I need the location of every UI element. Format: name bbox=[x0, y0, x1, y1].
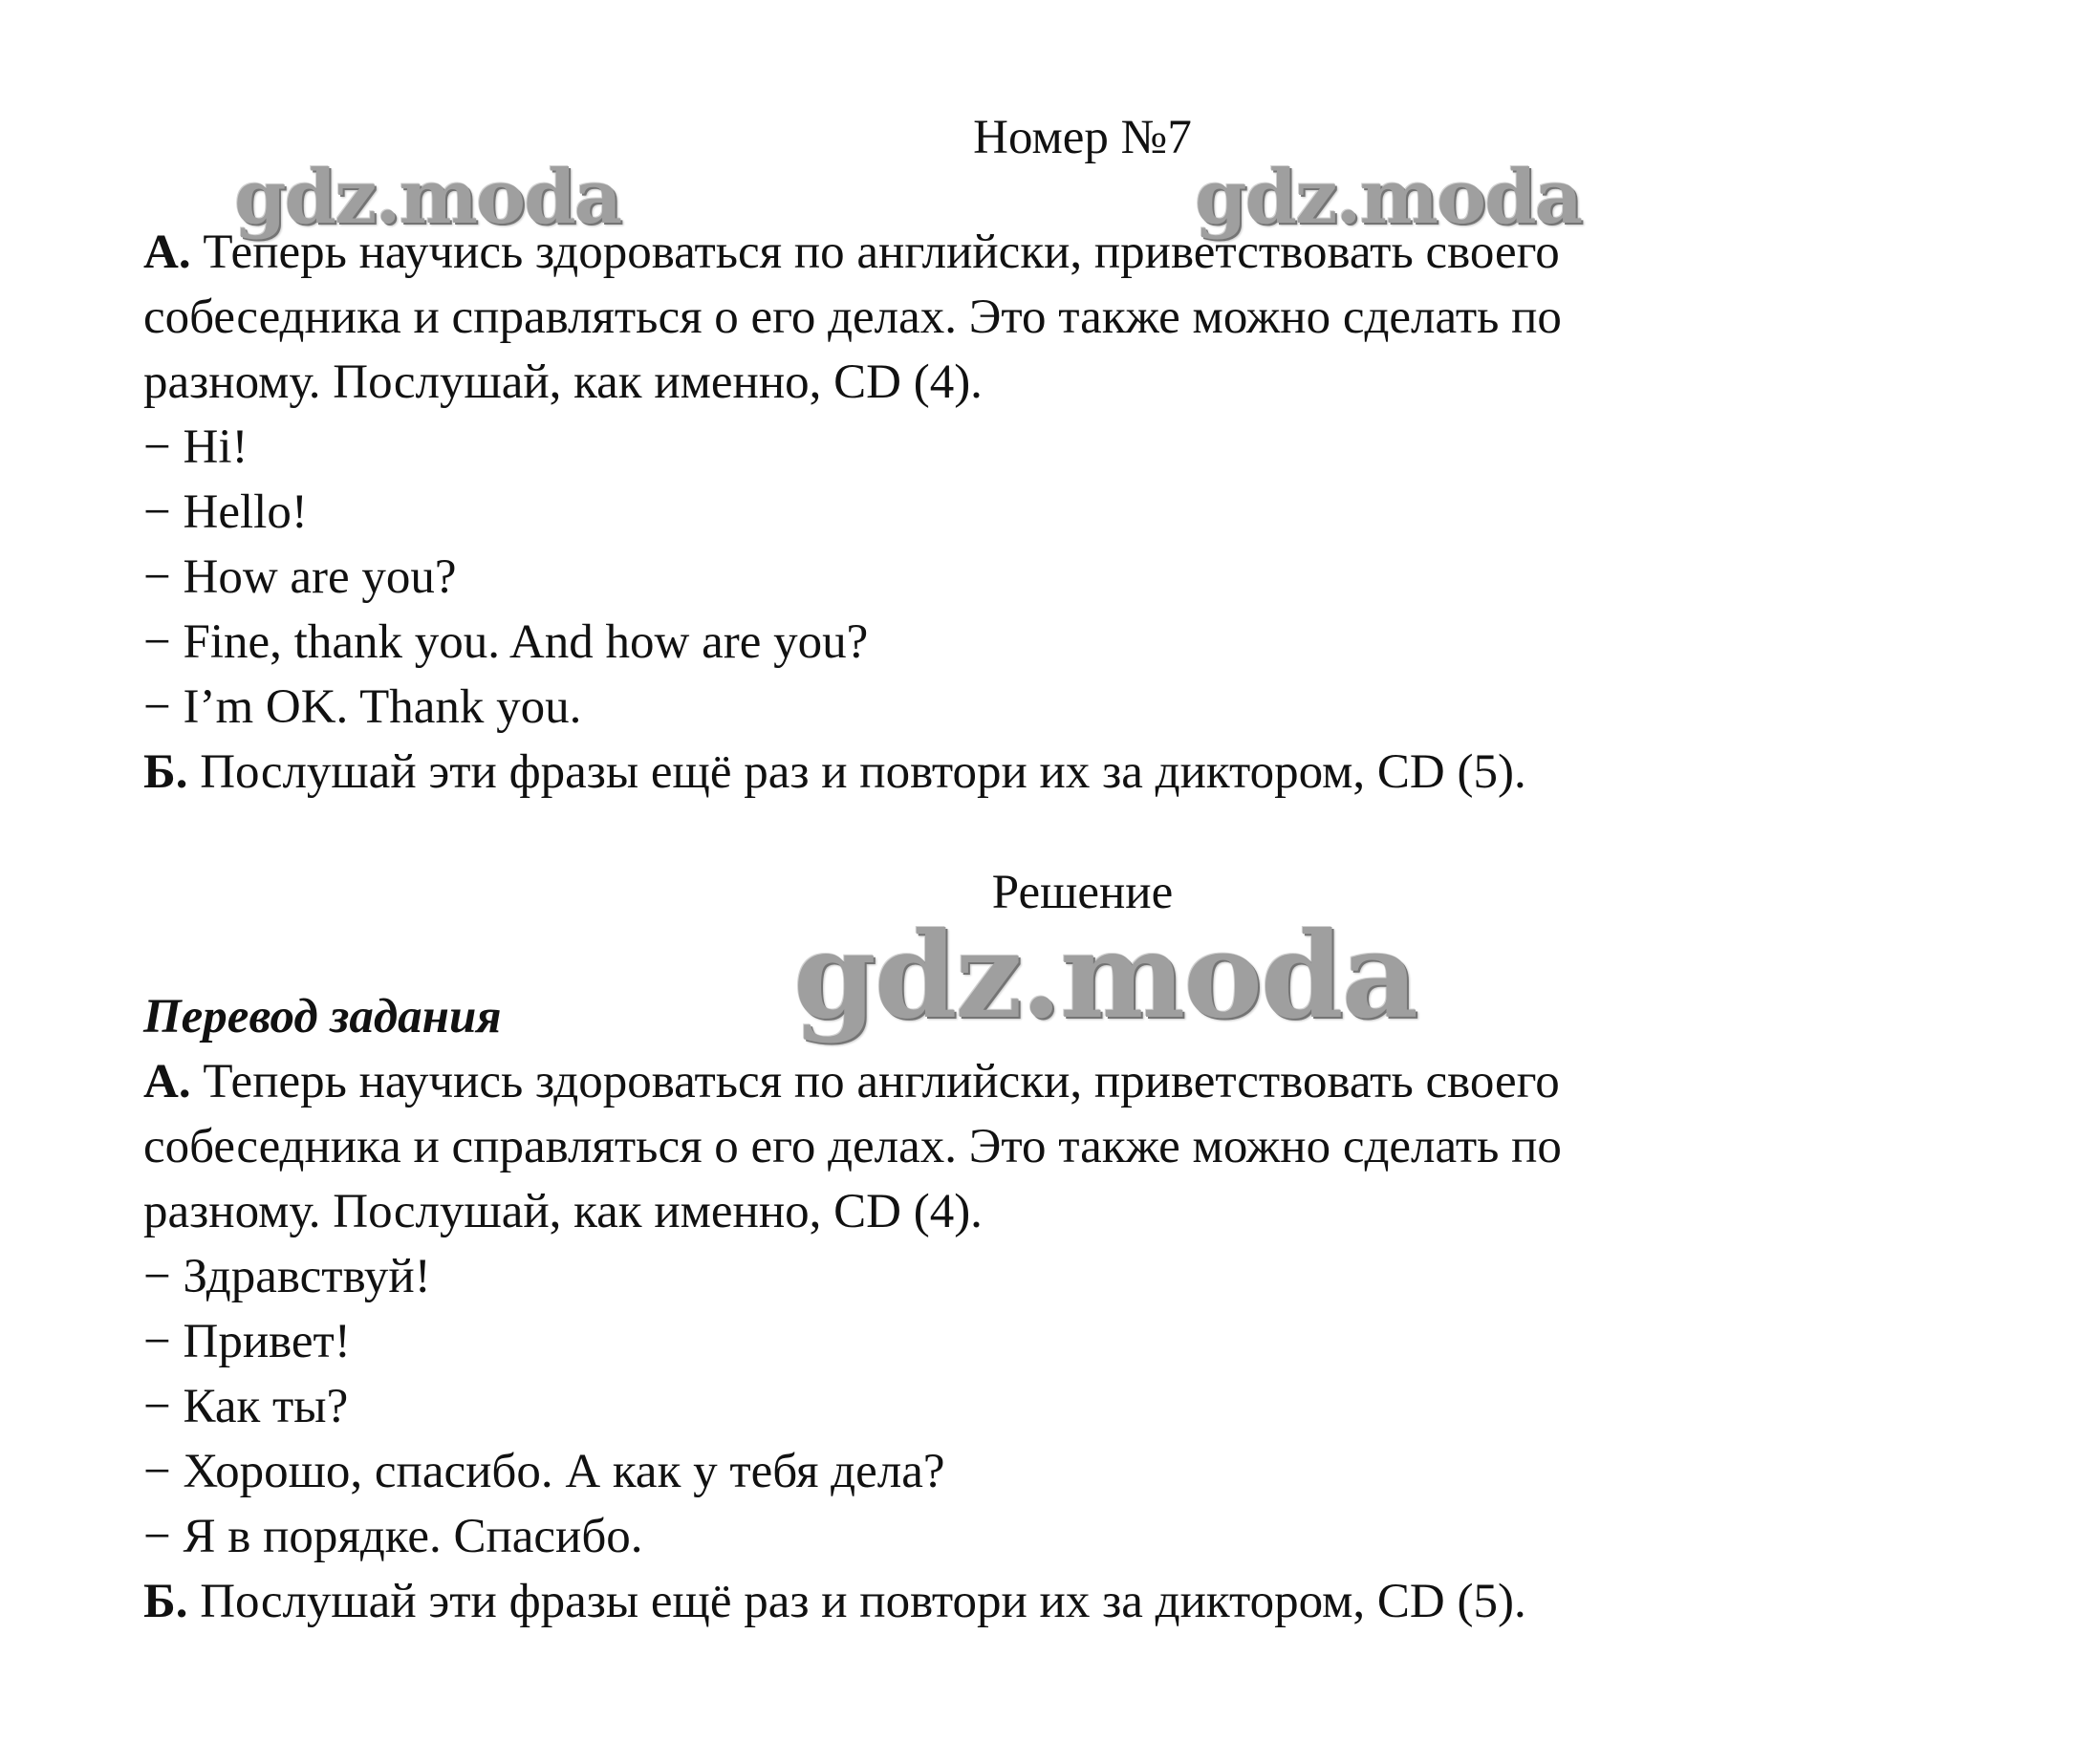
dialogue-line: − How are you? bbox=[143, 550, 457, 604]
task-a-line-3: разному. Послушай, как именно, CD (4). bbox=[143, 355, 983, 409]
task-b-text: Послушай эти фразы ещё раз и повтори их за диктором, CD (5). bbox=[200, 745, 1526, 799]
translation-dialogue-line: − Привет! bbox=[143, 1315, 351, 1368]
solution-b-label: Б. bbox=[143, 1575, 188, 1628]
watermark-middle: gdz.moda bbox=[793, 907, 1416, 1045]
dialogue-line: − Fine, thank you. And how are you? bbox=[143, 615, 869, 669]
task-b-line bbox=[143, 740, 1526, 805]
solution-a-line-3: разному. Послушай, как именно, CD (4). bbox=[143, 1185, 983, 1238]
solution-a-line-1 bbox=[143, 1049, 1560, 1114]
dialogue-line: − I’m OK. Thank you. bbox=[143, 680, 582, 734]
solution-a-text-1: Теперь научись здороваться по английски, приветствовать своего bbox=[203, 1055, 1560, 1108]
task-a-line-2: собеседника и справляться о его делах. Это также можно сделать по bbox=[143, 290, 1562, 344]
dialogue-line: − Hello! bbox=[143, 485, 308, 539]
translation-dialogue-line: − Как ты? bbox=[143, 1380, 349, 1433]
task-b-label: Б. bbox=[143, 745, 188, 799]
translation-dialogue-line: − Здравствуй! bbox=[143, 1250, 431, 1303]
solution-a-label: А. bbox=[143, 1055, 191, 1108]
solution-title: Решение bbox=[991, 866, 1174, 919]
task-a-text-1: Теперь научись здороваться по английски, приветствовать своего bbox=[203, 226, 1560, 279]
translation-dialogue-line: − Хорошо, спасибо. А как у тебя дела? bbox=[143, 1445, 945, 1498]
page-title: Номер №7 bbox=[973, 111, 1192, 164]
task-a-label: А. bbox=[143, 226, 191, 279]
solution-b-line bbox=[143, 1569, 1526, 1634]
watermark-top-left: gdz.moda bbox=[234, 154, 621, 241]
task-a-line-1 bbox=[143, 220, 1560, 285]
watermark-top-right: gdz.moda bbox=[1195, 154, 1582, 241]
translation-heading: Перевод задания bbox=[143, 990, 502, 1043]
solution-a-line-2: собеседника и справляться о его делах. Это также можно сделать по bbox=[143, 1120, 1562, 1173]
translation-dialogue-line: − Я в порядке. Спасибо. bbox=[143, 1510, 643, 1563]
solution-b-text: Послушай эти фразы ещё раз и повтори их за диктором, CD (5). bbox=[200, 1575, 1526, 1628]
dialogue-line: − Hi! bbox=[143, 420, 249, 474]
